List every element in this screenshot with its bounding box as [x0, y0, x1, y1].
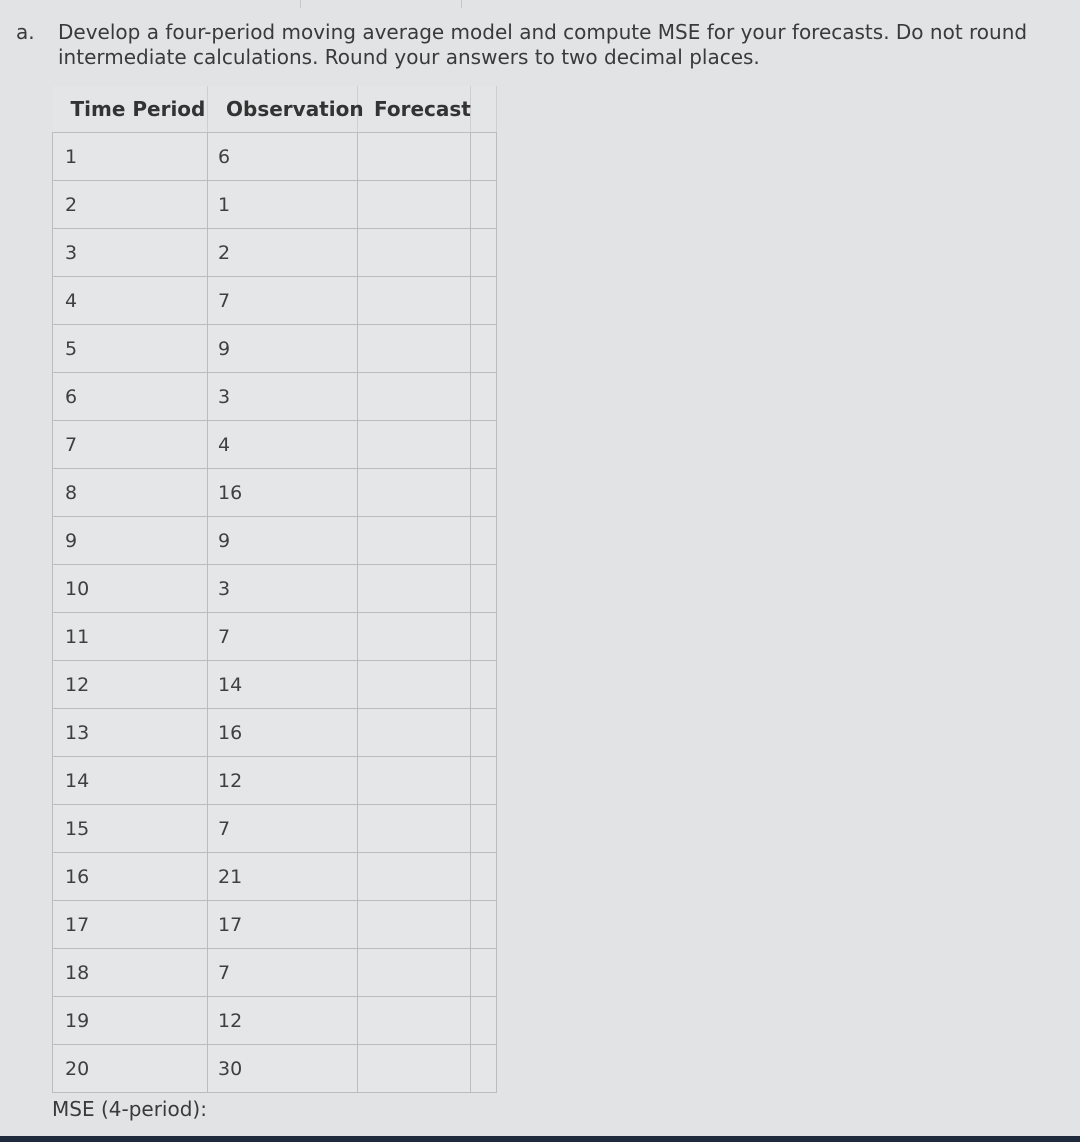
forecast-input-cell[interactable]	[358, 565, 471, 613]
table-row	[53, 661, 497, 709]
row-spacer-cell	[471, 325, 497, 373]
question-letter: a.	[16, 20, 35, 44]
forecast-input-cell[interactable]	[358, 181, 471, 229]
table-header-row	[53, 86, 497, 133]
observation-value: 7	[218, 625, 231, 648]
forecast-input-cell[interactable]	[358, 325, 471, 373]
observation-value: 9	[218, 337, 231, 360]
observation-value: 7	[218, 817, 231, 840]
table-row	[53, 421, 497, 469]
observation-cell	[208, 901, 358, 949]
observation-cell	[208, 277, 358, 325]
bottom-bar	[0, 1136, 1080, 1142]
header-spacer	[471, 86, 497, 133]
observation-value: 12	[218, 769, 243, 792]
forecast-input-cell[interactable]	[358, 277, 471, 325]
observation-value: 9	[218, 529, 231, 552]
time-period-cell: 8	[53, 469, 208, 517]
row-spacer-cell	[471, 661, 497, 709]
time-period-cell: 15	[53, 805, 208, 853]
row-spacer-cell	[471, 997, 497, 1045]
table-row	[53, 805, 497, 853]
forecast-input-cell[interactable]	[358, 1045, 471, 1093]
question-line-1: Develop a four-period moving average model and compute MSE for your forecasts. Do not round	[58, 20, 1028, 44]
time-period-cell: 5	[53, 325, 208, 373]
observation-value: 16	[218, 481, 243, 504]
table-row	[53, 181, 497, 229]
time-period-cell: 11	[53, 613, 208, 661]
forecast-input-cell[interactable]	[358, 133, 471, 181]
observation-value: 7	[218, 961, 231, 984]
observation-value: 3	[218, 385, 231, 408]
row-spacer-cell	[471, 181, 497, 229]
table-row	[53, 613, 497, 661]
table-row	[53, 469, 497, 517]
time-period-cell: 16	[53, 853, 208, 901]
table-row	[53, 853, 497, 901]
row-spacer-cell	[471, 805, 497, 853]
observation-cell	[208, 661, 358, 709]
time-period-cell: 20	[53, 1045, 208, 1093]
table-body	[53, 133, 497, 1093]
observation-value: 30	[218, 1057, 243, 1080]
table-row	[53, 901, 497, 949]
time-period-cell: 3	[53, 229, 208, 277]
forecast-table	[52, 86, 497, 1093]
forecast-table-container	[52, 86, 496, 1093]
time-period-cell: 19	[53, 997, 208, 1045]
row-spacer-cell	[471, 229, 497, 277]
mse-label: MSE (4-period):	[52, 1097, 207, 1121]
time-period-cell: 14	[53, 757, 208, 805]
observation-cell	[208, 613, 358, 661]
observation-cell	[208, 757, 358, 805]
row-spacer-cell	[471, 1045, 497, 1093]
observation-value: 6	[218, 145, 231, 168]
row-spacer-cell	[471, 853, 497, 901]
forecast-input-cell[interactable]	[358, 901, 471, 949]
observation-cell	[208, 325, 358, 373]
time-period-cell: 6	[53, 373, 208, 421]
question-text	[58, 20, 1058, 70]
observation-value: 1	[218, 193, 231, 216]
observation-cell	[208, 1045, 358, 1093]
table-row	[53, 229, 497, 277]
time-period-cell: 17	[53, 901, 208, 949]
observation-cell	[208, 853, 358, 901]
time-period-cell: 2	[53, 181, 208, 229]
forecast-input-cell[interactable]	[358, 997, 471, 1045]
time-period-cell: 9	[53, 517, 208, 565]
time-period-cell: 7	[53, 421, 208, 469]
forecast-input-cell[interactable]	[358, 469, 471, 517]
table-row	[53, 325, 497, 373]
table-row	[53, 1045, 497, 1093]
forecast-input-cell[interactable]	[358, 661, 471, 709]
table-row	[53, 373, 497, 421]
table-row	[53, 757, 497, 805]
row-spacer-cell	[471, 709, 497, 757]
row-spacer-cell	[471, 469, 497, 517]
row-spacer-cell	[471, 757, 497, 805]
observation-cell	[208, 565, 358, 613]
table-row	[53, 709, 497, 757]
table-row	[53, 565, 497, 613]
forecast-input-cell[interactable]	[358, 805, 471, 853]
forecast-input-cell[interactable]	[358, 853, 471, 901]
table-row	[53, 517, 497, 565]
observation-value: 16	[218, 721, 243, 744]
observation-value: 4	[218, 433, 231, 456]
row-spacer-cell	[471, 565, 497, 613]
observation-value: 12	[218, 1009, 243, 1032]
table-row	[53, 277, 497, 325]
forecast-input-cell[interactable]	[358, 709, 471, 757]
observation-cell	[208, 709, 358, 757]
forecast-input-cell[interactable]	[358, 613, 471, 661]
observation-value: 17	[218, 913, 243, 936]
time-period-cell: 12	[53, 661, 208, 709]
observation-value: 2	[218, 241, 231, 264]
table-row	[53, 997, 497, 1045]
observation-cell	[208, 229, 358, 277]
time-period-cell: 13	[53, 709, 208, 757]
header-observation: Observation	[208, 86, 358, 133]
question-line-2: intermediate calculations. Round your answers to two decimal places.	[58, 45, 760, 69]
observation-cell	[208, 181, 358, 229]
top-divider	[300, 0, 462, 8]
forecast-input-cell[interactable]	[358, 757, 471, 805]
row-spacer-cell	[471, 373, 497, 421]
observation-value: 3	[218, 577, 231, 600]
observation-cell	[208, 805, 358, 853]
header-time-period: Time Period	[53, 86, 208, 133]
row-spacer-cell	[471, 421, 497, 469]
observation-value: 7	[218, 289, 231, 312]
row-spacer-cell	[471, 277, 497, 325]
header-forecast: Forecast	[358, 86, 471, 133]
row-spacer-cell	[471, 133, 497, 181]
row-spacer-cell	[471, 901, 497, 949]
table-row	[53, 949, 497, 997]
time-period-cell: 1	[53, 133, 208, 181]
forecast-input-cell[interactable]	[358, 229, 471, 277]
observation-value: 14	[218, 673, 243, 696]
row-spacer-cell	[471, 517, 497, 565]
forecast-input-cell[interactable]	[358, 421, 471, 469]
row-spacer-cell	[471, 613, 497, 661]
observation-cell	[208, 421, 358, 469]
forecast-input-cell[interactable]	[358, 517, 471, 565]
observation-value: 21	[218, 865, 243, 888]
observation-cell	[208, 997, 358, 1045]
forecast-input-cell[interactable]	[358, 373, 471, 421]
observation-cell	[208, 469, 358, 517]
observation-cell	[208, 133, 358, 181]
row-spacer-cell	[471, 949, 497, 997]
time-period-cell: 4	[53, 277, 208, 325]
time-period-cell: 10	[53, 565, 208, 613]
time-period-cell: 18	[53, 949, 208, 997]
observation-cell	[208, 949, 358, 997]
table-row	[53, 133, 497, 181]
forecast-input-cell[interactable]	[358, 949, 471, 997]
observation-cell	[208, 517, 358, 565]
observation-cell	[208, 373, 358, 421]
